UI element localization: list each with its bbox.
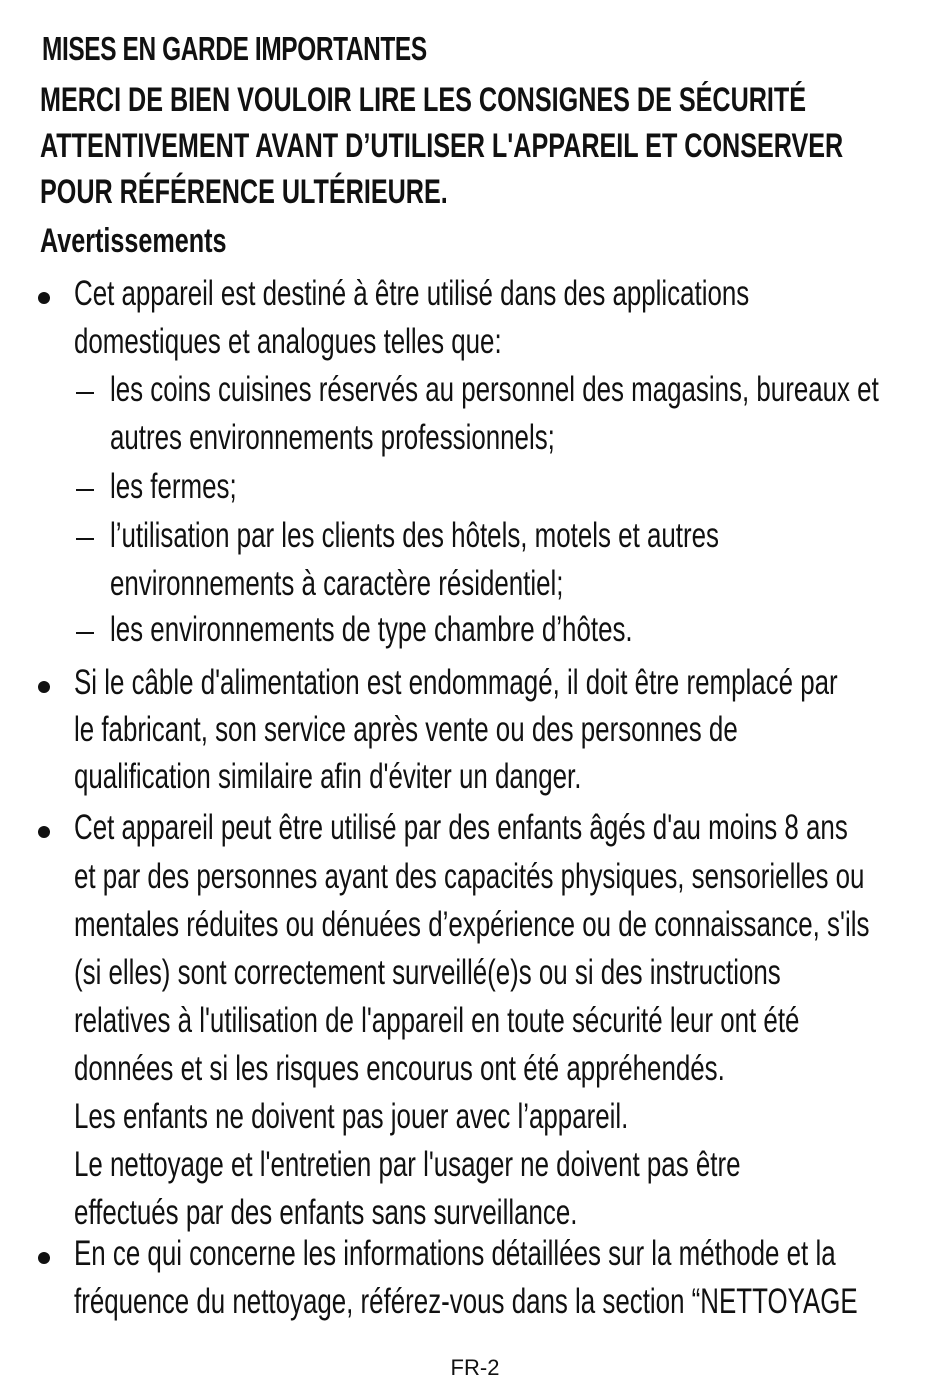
bullet-line: Le nettoyage et l'entretien par l'usager ne doivent pas être bbox=[74, 1145, 741, 1184]
page-number: FR-2 bbox=[450, 1355, 500, 1380]
dash-icon bbox=[76, 632, 94, 634]
bullet-line: fréquence du nettoyage, référez-vous dans la section “NETTOYAGE bbox=[74, 1282, 858, 1321]
bullet-line: qualification similaire afin d'éviter un danger. bbox=[74, 757, 582, 796]
dash-icon bbox=[76, 392, 94, 394]
intro-line: MERCI DE BIEN VOULOIR LIRE LES CONSIGNES DE SÉCURITÉ bbox=[40, 81, 807, 119]
bullet-line: effectués par des enfants sans surveillance. bbox=[74, 1193, 578, 1232]
bullet-line: En ce qui concerne les informations détaillées sur la méthode et la bbox=[74, 1234, 836, 1273]
bullet-icon bbox=[38, 826, 50, 838]
subitem-line: l’utilisation par les clients des hôtels, motels et autres bbox=[110, 516, 719, 555]
bullet-line: le fabricant, son service après vente ou des personnes de bbox=[74, 710, 738, 749]
subitem-line: autres environnements professionnels; bbox=[110, 418, 555, 457]
bullet-line: Les enfants ne doivent pas jouer avec l’appareil. bbox=[74, 1097, 629, 1136]
bullet-icon bbox=[38, 1252, 50, 1264]
bullet-icon bbox=[38, 292, 50, 304]
bullet-line: Cet appareil est destiné à être utilisé dans des applications bbox=[74, 274, 750, 313]
page-title: MISES EN GARDE IMPORTANTES bbox=[42, 30, 427, 67]
intro-line: ATTENTIVEMENT AVANT D’UTILISER L'APPAREIL ET CONSERVER bbox=[40, 127, 844, 165]
section-heading-warnings: Avertissements bbox=[40, 222, 227, 260]
bullet-line: domestiques et analogues telles que: bbox=[74, 322, 502, 361]
dash-icon bbox=[76, 489, 94, 491]
subitem-line: les coins cuisines réservés au personnel des magasins, bureaux et bbox=[110, 370, 879, 409]
bullet-icon bbox=[38, 681, 50, 693]
subitem-line: les fermes; bbox=[110, 467, 237, 506]
bullet-line: Si le câble d'alimentation est endommagé, il doit être remplacé par bbox=[74, 663, 838, 702]
bullet-line: Cet appareil peut être utilisé par des enfants âgés d'au moins 8 ans bbox=[74, 808, 848, 847]
subitem-line: les environnements de type chambre d’hôtes. bbox=[110, 610, 633, 649]
bullet-line: et par des personnes ayant des capacités physiques, sensorielles ou bbox=[74, 857, 865, 896]
bullet-line: mentales réduites ou dénuées d’expérience ou de connaissance, s'ils bbox=[74, 905, 870, 944]
bullet-line: (si elles) sont correctement surveillé(e)s ou si des instructions bbox=[74, 953, 781, 992]
safety-intro bbox=[40, 77, 843, 215]
subitem-line: environnements à caractère résidentiel; bbox=[110, 564, 564, 603]
bullet-line: données et si les risques encourus ont été appréhendés. bbox=[74, 1049, 725, 1088]
dash-icon bbox=[76, 538, 94, 540]
intro-line: POUR RÉFÉRENCE ULTÉRIEURE. bbox=[40, 173, 448, 211]
bullet-line: relatives à l'utilisation de l'appareil en toute sécurité leur ont été bbox=[74, 1001, 800, 1040]
